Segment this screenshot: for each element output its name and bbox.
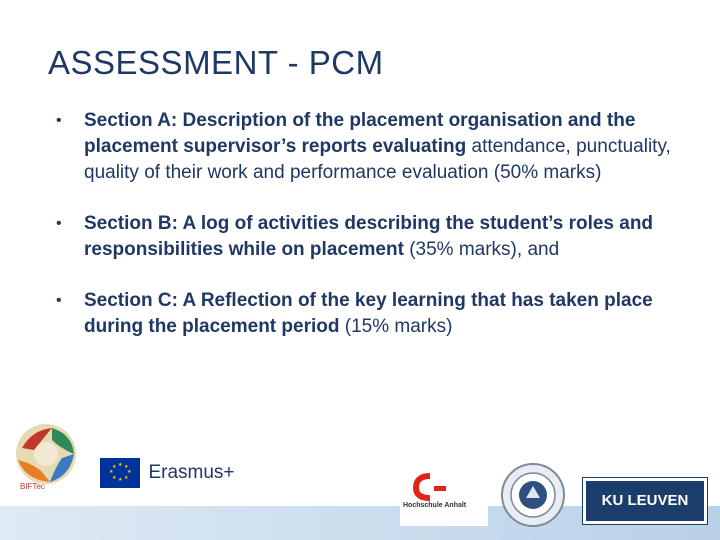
bullet-section-a xyxy=(56,108,686,186)
bullet-bold-text: Section B: A log of activities describing the student’s roles and responsibilities while on placement xyxy=(84,213,654,260)
svg-text:★: ★ xyxy=(109,469,114,475)
svg-text:★: ★ xyxy=(118,477,123,483)
bullet-section-b xyxy=(56,211,686,263)
svg-text:★: ★ xyxy=(118,462,123,468)
biftec-logo xyxy=(12,420,82,496)
svg-text:★: ★ xyxy=(124,464,129,470)
svg-text:★: ★ xyxy=(112,475,117,481)
bullet-text: (15% marks) xyxy=(339,316,453,337)
ku-leuven-logo: KU LEUVEN xyxy=(583,478,707,524)
bullet-text: attendance, punctuality, quality of their work and performance evaluation (50% marks) xyxy=(84,136,671,183)
erasmus-plus-logo xyxy=(100,458,235,488)
bullet-list xyxy=(56,108,686,365)
biftec-label: BIFTec xyxy=(20,482,45,491)
bullet-section-c xyxy=(56,288,686,340)
eu-flag-icon xyxy=(100,458,140,488)
globe-icon xyxy=(12,420,82,486)
bullet-dot-icon: • xyxy=(56,112,62,129)
bullet-bold-text: Section C: A Reflection of the key learning that has taken place during the placement period xyxy=(84,290,653,337)
university-seal-logo xyxy=(500,462,566,528)
svg-text:★: ★ xyxy=(124,475,129,481)
svg-text:★: ★ xyxy=(112,464,117,470)
hochschule-anhalt-logo xyxy=(400,468,488,526)
seal-icon xyxy=(500,462,566,528)
bullet-bold-text: Section A: Description of the placement organisation and the placement supervisor’s reports evaluating xyxy=(84,110,636,157)
hochschule-label: Hochschule Anhalt xyxy=(403,502,467,509)
erasmus-label: Erasmus+ xyxy=(148,462,235,483)
bullet-dot-icon: • xyxy=(56,292,62,309)
hochschule-mark-icon xyxy=(400,468,488,502)
bullet-dot-icon: • xyxy=(56,215,62,232)
bullet-text: (35% marks), and xyxy=(403,239,560,260)
slide-title: ASSESSMENT - PCM xyxy=(48,44,384,81)
svg-text:★: ★ xyxy=(127,469,132,475)
